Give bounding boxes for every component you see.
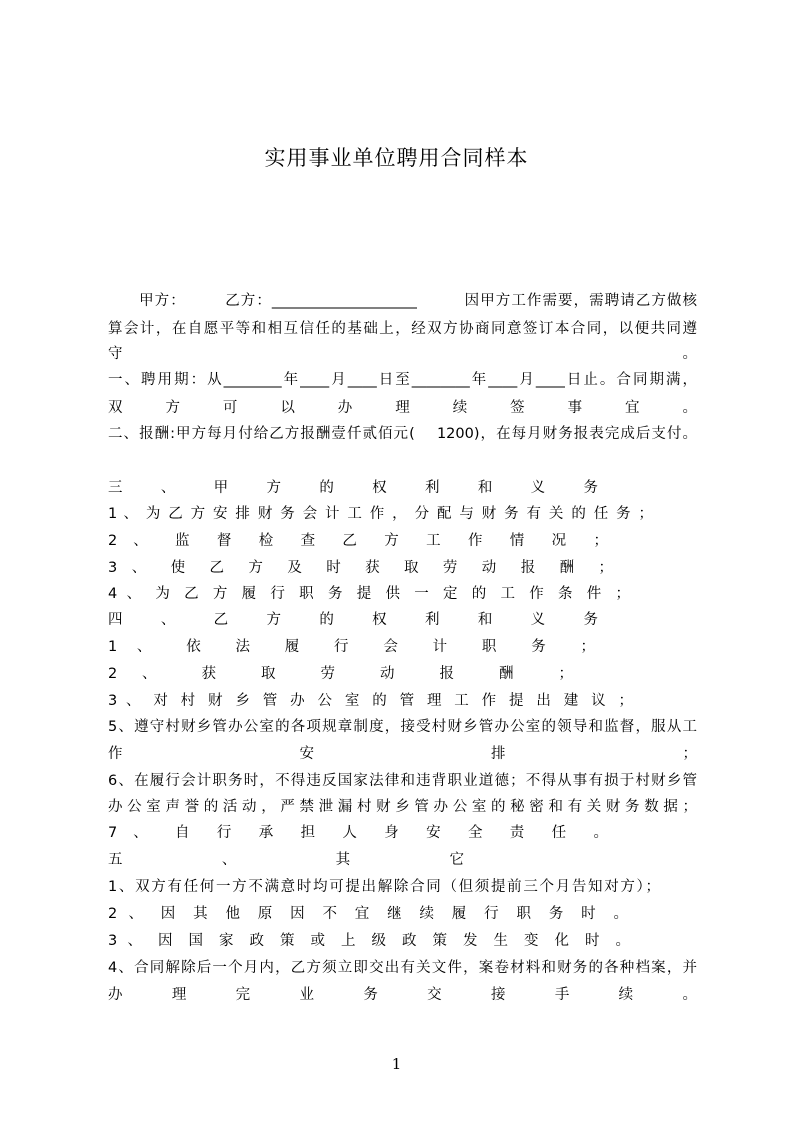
list-item: 4 、 为 乙 方 履 行 职 务 提 供 一 定 的 工 作 条 件 ；: [108, 586, 630, 602]
document-title: 实用事业单位聘用合同样本: [264, 146, 529, 170]
list-item: 1、双方有任何一方不满意时均可提出解除合同（但须提前三个月告知对方）；: [108, 879, 660, 895]
text-line: 算会计，在自愿平等和相互信任的基础上，经双方协商同意签订本合同，以便共同遵: [108, 321, 697, 337]
text-line-salary: 二、报酬:甲方每月付给乙方报酬壹仟贰佰元( 1200)，在每月财务报表完成后支付。: [108, 426, 697, 442]
section-heading: 三 、 甲 方 的 权 利 和 义 务: [108, 480, 598, 496]
text-line-term: 一、聘用期：从________年____月____日至________年____月____日止。合同期满，: [108, 372, 697, 388]
page-number: 1: [391, 1055, 402, 1073]
text-line-party-intro: 甲方： 乙方：____________________ 因甲方工作需要，需聘请乙方做核: [108, 293, 697, 309]
list-item: 6、在履行会计职务时，不得违反国家法律和违背职业道德；不得从事有损于村财乡管: [108, 773, 697, 789]
list-item: 作 安 排 ；: [108, 746, 697, 762]
section-heading: 五 、 其 它: [108, 852, 464, 868]
list-item: 2 、 因 其 他 原 因 不 宜 继 续 履 行 职 务 时 。: [108, 906, 628, 922]
list-item: 办 理 完 业 务 交 接 手 续 。: [108, 987, 697, 1003]
text-line: 守 。: [108, 346, 697, 362]
list-item: 1 、 为 乙 方 安 排 财 务 会 计 工 作 ， 分 配 与 财 务 有 关 的 任 务 ；: [108, 506, 653, 522]
list-item: 1 、 依 法 履 行 会 计 职 务 ；: [108, 639, 595, 655]
list-item: 7 、 自 行 承 担 人 身 安 全 责 任 。: [108, 825, 608, 841]
list-item: 3 、 对 村 财 乡 管 办 公 室 的 管 理 工 作 提 出 建 议 ；: [108, 693, 633, 709]
list-item: 5、遵守村财乡管办公室的各项规章制度，接受村财乡管办公室的领导和监督，服从工: [108, 719, 697, 735]
list-item: 2 、 获 取 劳 动 报 酬 ；: [108, 666, 573, 682]
list-item: 4、合同解除后一个月内，乙方须立即交出有关文件，案卷材料和财务的各种档案，并: [108, 960, 697, 976]
list-item: 3 、 使 乙 方 及 时 获 取 劳 动 报 酬 ；: [108, 560, 613, 576]
text-line: 双 方 可 以 办 理 续 签 事 宜 。: [108, 400, 697, 416]
list-item: 3 、 因 国 家 政 策 或 上 级 政 策 发 生 变 化 时 。: [108, 933, 630, 949]
section-heading: 四 、 乙 方 的 权 利 和 义 务: [108, 612, 598, 628]
list-item: 办公室声誉的活动，严禁泄漏村财乡管办公室的秘密和有关财务数据；: [108, 799, 697, 815]
list-item: 2 、 监 督 检 查 乙 方 工 作 情 况 ；: [108, 533, 608, 549]
